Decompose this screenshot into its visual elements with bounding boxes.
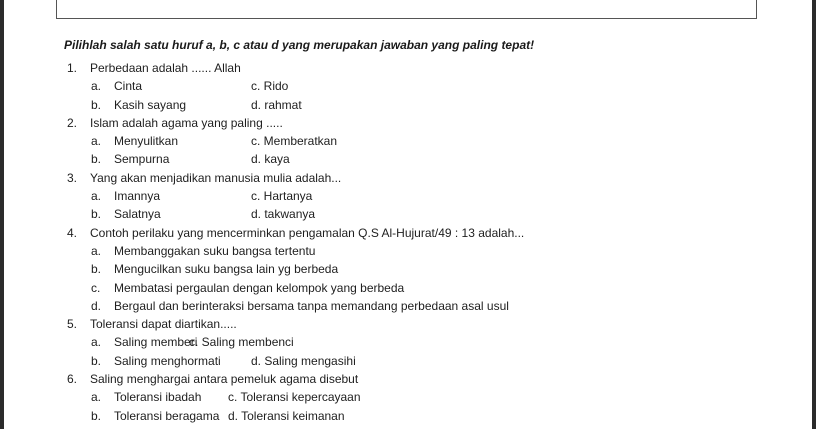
option-row	[0, 297, 816, 315]
option-letter: b.	[91, 152, 102, 167]
option-row	[0, 132, 816, 150]
option-row	[0, 279, 816, 297]
option-a: Imannya	[114, 189, 161, 204]
option-letter: c.	[91, 280, 101, 295]
question-3	[0, 169, 816, 187]
question-number: 4.	[67, 225, 78, 240]
option-d: d. Saling mengasihi	[251, 353, 356, 368]
option-letter: a.	[91, 134, 102, 149]
header-box	[56, 0, 757, 19]
option-letter: a.	[91, 335, 102, 350]
option-d: Bergaul dan berinteraksi bersama tanpa memandang perbedaan asal usul	[114, 298, 509, 313]
option-a: Membanggakan suku bangsa tertentu	[114, 243, 316, 258]
question-text: Contoh perilaku yang mencerminkan pengamalan Q.S Al-Hujurat/49 : 13 adalah...	[90, 225, 525, 240]
option-d: d. kaya	[251, 152, 290, 167]
option-b: Salatnya	[114, 207, 161, 222]
question-text: Perbedaan adalah ...... Allah	[90, 61, 241, 75]
option-row	[0, 333, 816, 351]
option-letter: b.	[91, 97, 102, 112]
question-text: Islam adalah agama yang paling .....	[90, 115, 283, 130]
question-number: 5.	[67, 317, 78, 332]
option-c: c. Rido	[251, 79, 289, 94]
question-2	[0, 114, 816, 132]
question-text: Yang akan menjadikan manusia mulia adalah...	[90, 170, 342, 185]
question-5	[0, 315, 816, 333]
question-6	[0, 370, 816, 388]
option-row	[0, 352, 816, 370]
question-4	[0, 224, 816, 242]
option-letter: a.	[91, 189, 102, 204]
option-row	[0, 260, 816, 278]
option-letter: a.	[91, 79, 102, 94]
page-title	[57, 0, 756, 1]
option-letter: b.	[91, 262, 102, 277]
option-row	[0, 187, 816, 205]
question-list	[0, 59, 816, 425]
option-letter: a.	[91, 243, 102, 258]
option-b: Toleransi beragama	[114, 408, 220, 423]
option-c: c. Saling membenci	[189, 335, 294, 350]
option-row	[0, 150, 816, 168]
option-b: Kasih sayang	[114, 97, 187, 112]
option-c: c. Toleransi kepercayaan	[228, 390, 361, 405]
option-a: Saling memberi	[114, 335, 198, 350]
instruction-text: Pilihlah salah satu huruf a, b, c atau d yang merupakan jawaban yang paling tepat!	[64, 38, 535, 52]
option-a: Toleransi ibadah	[114, 390, 202, 405]
option-c: Membatasi pergaulan dengan kelompok yang berbeda	[114, 280, 405, 295]
question-number: 1.	[67, 61, 78, 75]
option-row	[0, 407, 816, 425]
option-letter: b.	[91, 207, 102, 222]
option-b: Mengucilkan suku bangsa lain yg berbeda	[114, 262, 339, 277]
option-letter: b.	[91, 408, 102, 423]
option-letter: d.	[91, 298, 102, 313]
question-number: 6.	[67, 372, 78, 387]
question-number: 3.	[67, 170, 78, 185]
option-row	[0, 96, 816, 114]
question-text: Toleransi dapat diartikan.....	[90, 317, 237, 332]
option-d: d. takwanya	[251, 207, 316, 222]
option-b: Sempurna	[114, 152, 170, 167]
question-text: Saling menghargai antara pemeluk agama disebut	[90, 372, 359, 387]
question-1	[0, 59, 816, 77]
option-letter: a.	[91, 390, 102, 405]
option-row	[0, 242, 816, 260]
question-number: 2.	[67, 115, 78, 130]
option-d: d. rahmat	[251, 97, 302, 112]
option-row	[0, 77, 816, 95]
option-c: c. Memberatkan	[251, 134, 338, 149]
option-a: Menyulitkan	[114, 134, 179, 149]
option-row	[0, 388, 816, 406]
option-d: d. Toleransi keimanan	[228, 408, 345, 423]
option-b: Saling menghormati	[114, 353, 221, 368]
option-row	[0, 205, 816, 223]
option-letter: b.	[91, 353, 102, 368]
option-c: c. Hartanya	[251, 189, 313, 204]
option-a: Cinta	[114, 79, 143, 94]
